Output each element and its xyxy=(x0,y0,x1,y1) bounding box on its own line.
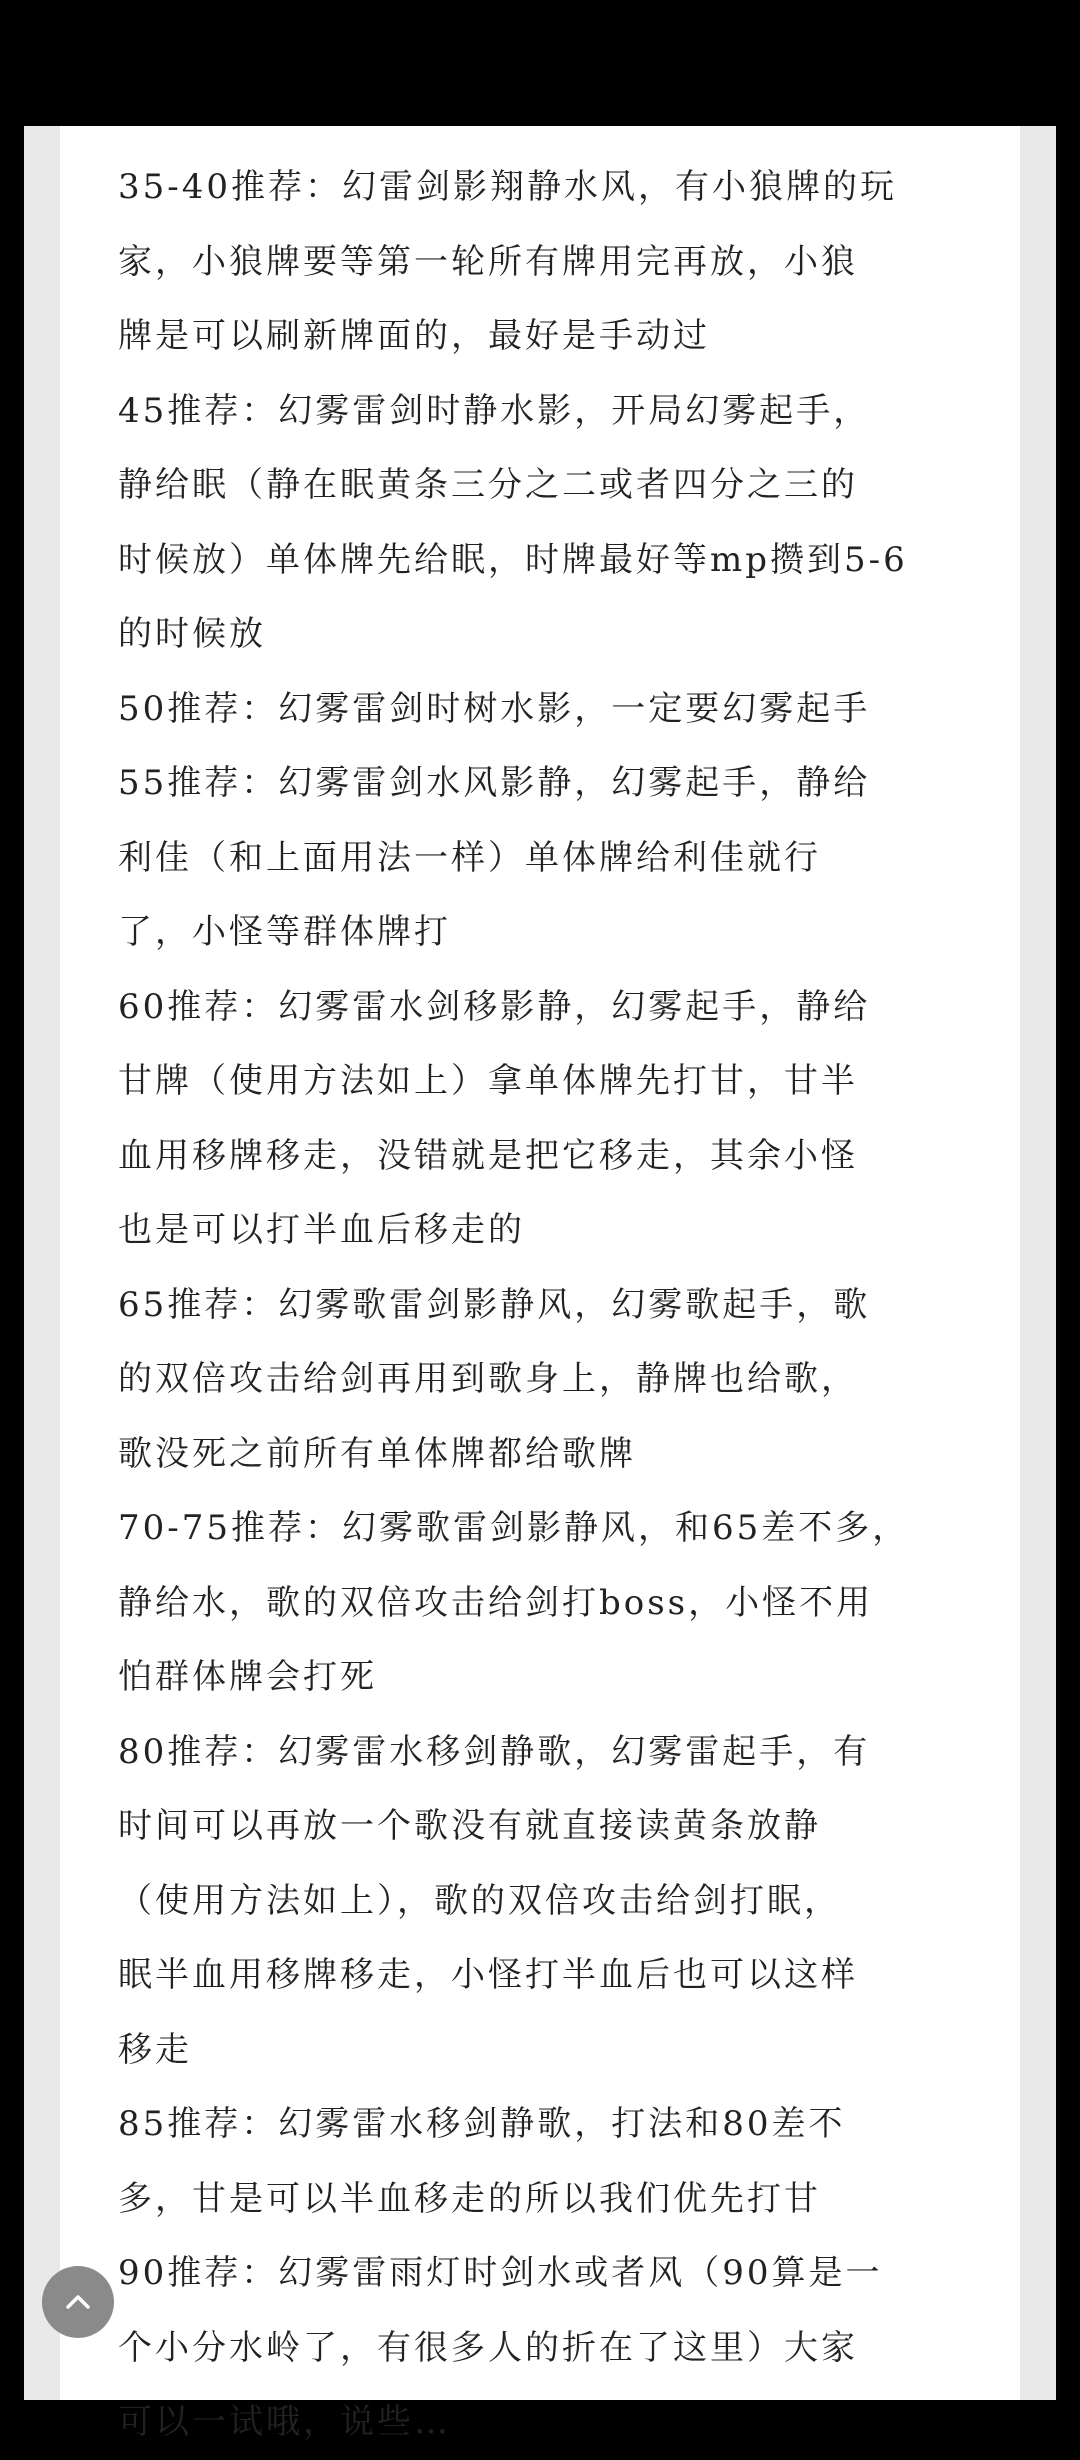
status-bar xyxy=(0,0,1080,126)
text-line: 80推荐：幻雾雷水移剑静歌，幻雾雷起手，有 xyxy=(118,1731,871,1772)
chevron-up-icon xyxy=(60,2284,96,2320)
text-line: 50推荐：幻雾雷剑时树水影，一定要幻雾起手 xyxy=(118,688,871,729)
right-gutter xyxy=(1056,126,1080,2400)
back-to-top-button[interactable] xyxy=(42,2266,114,2338)
text-line: 70-75推荐：幻雾歌雷剑影静风，和65差不多， xyxy=(118,1508,910,1548)
text-line: 家，小狼牌要等第一轮所有牌用完再放，小狼 xyxy=(118,241,858,282)
text-line: 时间可以再放一个歌没有就直接读黄条放静 xyxy=(118,1806,821,1846)
left-page-edge xyxy=(24,126,60,2400)
right-page-edge xyxy=(1020,126,1056,2400)
text-line: 眠半血用移牌移走，小怪打半血后也可以这样 xyxy=(118,1955,858,1995)
text-line: 怕群体牌会打死 xyxy=(118,1657,377,1697)
text-line: 歌没死之前所有单体牌都给歌牌 xyxy=(118,1433,636,1474)
text-line: 了，小怪等群体牌打 xyxy=(118,912,451,952)
text-line: 35-40推荐：幻雷剑影翔静水风，有小狼牌的玩 xyxy=(118,167,898,207)
text-line: 90推荐：幻雾雷雨灯时剑水或者风（90算是一 xyxy=(118,2253,883,2293)
text-line: 时候放）单体牌先给眠，时牌最好等mp攒到5-6 xyxy=(118,539,908,580)
text-line: 65推荐：幻雾歌雷剑影静风，幻雾歌起手，歌 xyxy=(118,1284,871,1325)
text-line: 利佳（和上面用法一样）单体牌给利佳就行 xyxy=(118,837,821,878)
text-line: 静给水，歌的双倍攻击给剑打boss，小怪不用 xyxy=(118,1582,874,1623)
text-line: 60推荐：幻雾雷水剑移影静，幻雾起手，静给 xyxy=(118,986,871,1027)
text-line: 血用移牌移走，没错就是把它移走，其余小怪 xyxy=(118,1135,858,1176)
text-line: 静给眠（静在眠黄条三分之二或者四分之三的 xyxy=(118,465,858,505)
text-line: 个小分水岭了，有很多人的折在了这里）大家 xyxy=(118,2327,858,2368)
handwritten-guide-text xyxy=(118,150,958,2460)
text-line: 85推荐：幻雾雷水移剑静歌，打法和80差不 xyxy=(118,2104,846,2144)
text-line: 移走 xyxy=(118,2029,192,2070)
text-line: （使用方法如上），歌的双倍攻击给剑打眠， xyxy=(118,1880,841,1921)
text-line: 可以一试哦，说些… xyxy=(118,2402,451,2442)
text-line: 也是可以打半血后移走的 xyxy=(118,1210,525,1250)
left-gutter xyxy=(0,126,24,2400)
text-line: 多，甘是可以半血移走的所以我们优先打甘 xyxy=(118,2178,821,2219)
text-line: 牌是可以刷新牌面的，最好是手动过 xyxy=(118,316,710,356)
text-line: 45推荐：幻雾雷剑时静水影，开局幻雾起手， xyxy=(118,390,871,431)
text-line: 的时候放 xyxy=(118,614,266,654)
text-line: 55推荐：幻雾雷剑水风影静，幻雾起手，静给 xyxy=(118,763,871,803)
text-line: 的双倍攻击给剑再用到歌身上，静牌也给歌， xyxy=(118,1359,858,1399)
text-line: 甘牌（使用方法如上）拿单体牌先打甘，甘半 xyxy=(118,1061,858,1101)
